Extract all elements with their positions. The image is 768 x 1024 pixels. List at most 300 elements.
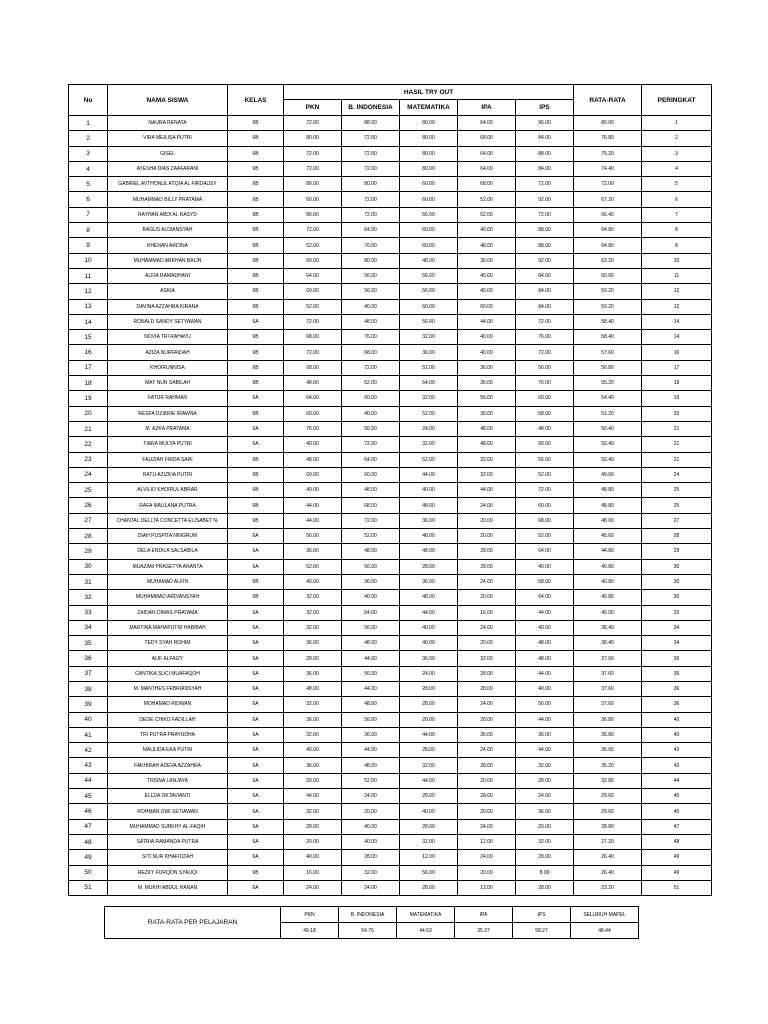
score-matematika: 44.00 xyxy=(400,773,458,788)
student-name: ALFIA RAMADHANI xyxy=(108,268,228,283)
score-b-indonesia: 52.00 xyxy=(342,529,400,544)
score-pkn: 60.00 xyxy=(284,467,342,482)
average: 72.00 xyxy=(574,177,642,192)
row-no: 29 xyxy=(69,544,108,559)
row-no: 31 xyxy=(69,574,108,589)
student-name: MUHAMMAD ARKHAN BALIN xyxy=(108,253,228,268)
table-row xyxy=(69,834,712,849)
score-matematika: 32.00 xyxy=(400,391,458,406)
row-no: 4 xyxy=(69,161,108,176)
student-name: ELLDA OKTAVIANTI xyxy=(108,789,228,804)
score-b-indonesia: 64.00 xyxy=(342,605,400,620)
score-ipa: 64.00 xyxy=(458,116,516,131)
rank: 1 xyxy=(642,116,712,131)
score-matematika: 52.00 xyxy=(400,406,458,421)
row-no: 2 xyxy=(69,131,108,146)
table-row xyxy=(69,116,712,131)
rank: 49 xyxy=(642,850,712,865)
score-ips: 68.00 xyxy=(516,406,574,421)
score-ipa: 20.00 xyxy=(458,865,516,880)
average: 37.60 xyxy=(574,666,642,681)
average: 40.80 xyxy=(574,559,642,574)
rank: 6 xyxy=(642,192,712,207)
class: 6A xyxy=(228,651,284,666)
average: 54.40 xyxy=(574,391,642,406)
score-ipa: 68.00 xyxy=(458,177,516,192)
student-name: NOVIA TRI RAHAYU xyxy=(108,330,228,345)
class: 6A xyxy=(228,880,284,895)
score-ips: 84.00 xyxy=(516,299,574,314)
score-pkn: 36.00 xyxy=(284,544,342,559)
student-name: DELA ENDILA SALSABILA xyxy=(108,544,228,559)
score-b-indonesia: 44.00 xyxy=(342,651,400,666)
average: 80.00 xyxy=(574,116,642,131)
score-ips: 92.00 xyxy=(516,192,574,207)
table-row xyxy=(69,681,712,696)
avg-header-matematika: MATEMATIKA xyxy=(397,907,455,923)
row-no: 51 xyxy=(69,880,108,895)
table-row xyxy=(69,513,712,528)
student-name: MUHAMAD ALFIN xyxy=(108,574,228,589)
table-row xyxy=(69,529,712,544)
average: 29.60 xyxy=(574,789,642,804)
score-b-indonesia: 64.00 xyxy=(342,223,400,238)
score-pkn: 72.00 xyxy=(284,223,342,238)
score-ipa: 64.00 xyxy=(458,146,516,161)
score-pkn: 32.00 xyxy=(284,804,342,819)
score-matematika: 60.00 xyxy=(400,177,458,192)
score-ipa: 28.00 xyxy=(458,712,516,727)
rank: 16 xyxy=(642,345,712,360)
score-pkn: 48.00 xyxy=(284,452,342,467)
score-matematika: 60.00 xyxy=(400,223,458,238)
score-ipa: 52.00 xyxy=(458,207,516,222)
score-ipa: 12.00 xyxy=(458,834,516,849)
avg-value-matematika: 44.63 xyxy=(397,923,455,939)
score-ips: 8.00 xyxy=(516,865,574,880)
average: 59.20 xyxy=(574,284,642,299)
table-row xyxy=(69,697,712,712)
student-name: ALIF ALFAIZY xyxy=(108,651,228,666)
score-matematika: 40.00 xyxy=(400,620,458,635)
score-ips: 64.00 xyxy=(516,590,574,605)
row-no: 13 xyxy=(69,299,108,314)
rank: 40 xyxy=(642,727,712,742)
rank: 24 xyxy=(642,467,712,482)
score-pkn: 40.00 xyxy=(284,437,342,452)
score-pkn: 80.00 xyxy=(284,131,342,146)
rank: 42 xyxy=(642,743,712,758)
row-no: 28 xyxy=(69,529,108,544)
table-row xyxy=(69,620,712,635)
table-row xyxy=(69,131,712,146)
table-row xyxy=(69,452,712,467)
score-ips: 36.00 xyxy=(516,804,574,819)
row-no: 33 xyxy=(69,605,108,620)
score-pkn: 52.00 xyxy=(284,238,342,253)
score-ips: 56.00 xyxy=(516,697,574,712)
score-ipa: 28.00 xyxy=(458,681,516,696)
student-name: REZKY FURQON SYAUQI xyxy=(108,865,228,880)
score-ips: 28.00 xyxy=(516,850,574,865)
class: 6B xyxy=(228,238,284,253)
student-name: KHOIRUNNISA xyxy=(108,360,228,375)
class: 6B xyxy=(228,345,284,360)
average: 67.20 xyxy=(574,192,642,207)
table-row xyxy=(69,238,712,253)
student-name: DAVINA AZZAHRA KIRANA xyxy=(108,299,228,314)
row-no: 10 xyxy=(69,253,108,268)
score-ips: 44.00 xyxy=(516,743,574,758)
avg-value-ipa: 35.37 xyxy=(455,923,513,939)
class: 6B xyxy=(228,513,284,528)
class: 6B xyxy=(228,406,284,421)
row-no: 1 xyxy=(69,116,108,131)
class: 6B xyxy=(228,574,284,589)
avg-value-ips: 58.27 xyxy=(513,923,571,939)
student-name: ASKIA xyxy=(108,284,228,299)
score-ips: 44.00 xyxy=(516,712,574,727)
student-name: MUAZAM PRASETYA ANANTA xyxy=(108,559,228,574)
score-pkn: 72.00 xyxy=(284,146,342,161)
score-matematika: 60.00 xyxy=(400,192,458,207)
class: 6B xyxy=(228,284,284,299)
score-pkn: 24.00 xyxy=(284,880,342,895)
class: 6B xyxy=(228,452,284,467)
class: 6A xyxy=(228,666,284,681)
rank: 18 xyxy=(642,376,712,391)
average: 48.80 xyxy=(574,498,642,513)
table-row xyxy=(69,727,712,742)
rank: 36 xyxy=(642,651,712,666)
score-ips: 28.00 xyxy=(516,880,574,895)
class: 6A xyxy=(228,314,284,329)
score-pkn: 60.00 xyxy=(284,192,342,207)
score-b-indonesia: 36.00 xyxy=(342,727,400,742)
average: 44.80 xyxy=(574,544,642,559)
score-b-indonesia: 68.00 xyxy=(342,345,400,360)
table-row xyxy=(69,330,712,345)
average: 57.60 xyxy=(574,345,642,360)
table-row xyxy=(69,544,712,559)
header-subject-ipa: IPA xyxy=(458,100,516,116)
score-matematika: 52.00 xyxy=(400,452,458,467)
rank: 36 xyxy=(642,666,712,681)
rank: 28 xyxy=(642,529,712,544)
average: 36.80 xyxy=(574,727,642,742)
table-row xyxy=(69,789,712,804)
row-no: 11 xyxy=(69,268,108,283)
rank: 8 xyxy=(642,223,712,238)
row-no: 18 xyxy=(69,376,108,391)
class: 6B xyxy=(228,268,284,283)
table-row xyxy=(69,773,712,788)
score-b-indonesia: 60.00 xyxy=(342,391,400,406)
rank: 43 xyxy=(642,758,712,773)
score-pkn: 72.00 xyxy=(284,116,342,131)
score-ipa: 20.00 xyxy=(458,804,516,819)
score-b-indonesia: 32.00 xyxy=(342,865,400,880)
student-name: FAKHIRAH ADEVA AZZAHRA xyxy=(108,758,228,773)
score-b-indonesia: 40.00 xyxy=(342,590,400,605)
class: 6A xyxy=(228,743,284,758)
rank: 29 xyxy=(642,544,712,559)
score-pkn: 52.00 xyxy=(284,559,342,574)
avg-value-b-indonesia: 54.75 xyxy=(339,923,397,939)
score-matematika: 32.00 xyxy=(400,758,458,773)
score-ipa: 52.00 xyxy=(458,192,516,207)
class: 6B xyxy=(228,360,284,375)
student-name: FAUZIAH FIRDA SARI xyxy=(108,452,228,467)
average: 76.80 xyxy=(574,131,642,146)
score-b-indonesia: 20.00 xyxy=(342,804,400,819)
table-row xyxy=(69,177,712,192)
score-pkn: 80.00 xyxy=(284,207,342,222)
score-ips: 52.00 xyxy=(516,467,574,482)
class: 6A xyxy=(228,773,284,788)
score-ips: 68.00 xyxy=(516,513,574,528)
score-ipa: 16.00 xyxy=(458,605,516,620)
score-ipa: 40.00 xyxy=(458,345,516,360)
score-ipa: 24.00 xyxy=(458,819,516,834)
student-name: NAURA RENATA xyxy=(108,116,228,131)
score-ipa: 44.00 xyxy=(458,314,516,329)
score-b-indonesia: 48.00 xyxy=(342,697,400,712)
class: 6A xyxy=(228,850,284,865)
class: 6A xyxy=(228,559,284,574)
row-no: 21 xyxy=(69,421,108,436)
score-ipa: 48.00 xyxy=(458,421,516,436)
rank: 12 xyxy=(642,284,712,299)
score-matematika: 28.00 xyxy=(400,743,458,758)
average: 38.40 xyxy=(574,636,642,651)
score-b-indonesia: 24.00 xyxy=(342,880,400,895)
score-b-indonesia: 24.00 xyxy=(342,789,400,804)
row-no: 22 xyxy=(69,437,108,452)
row-no: 14 xyxy=(69,314,108,329)
rank: 14 xyxy=(642,330,712,345)
rank: 11 xyxy=(642,268,712,283)
score-matematika: 24.00 xyxy=(400,666,458,681)
score-ips: 40.00 xyxy=(516,681,574,696)
score-matematika: 40.00 xyxy=(400,636,458,651)
score-matematika: 56.00 xyxy=(400,284,458,299)
score-matematika: 28.00 xyxy=(400,819,458,834)
average: 64.80 xyxy=(574,223,642,238)
student-name: SATRIA RAMANDA PUTRA xyxy=(108,834,228,849)
avg-value-pkn: 49.18 xyxy=(281,923,339,939)
table-row xyxy=(69,391,712,406)
rank: 21 xyxy=(642,421,712,436)
row-no: 34 xyxy=(69,620,108,635)
average: 60.00 xyxy=(574,268,642,283)
average: 58.40 xyxy=(574,330,642,345)
score-b-indonesia: 52.00 xyxy=(342,376,400,391)
student-name: AYESHA DIAS ZAAFARANI xyxy=(108,161,228,176)
score-ipa: 28.00 xyxy=(458,758,516,773)
student-name: TRI PUTRA PRAYUDHA xyxy=(108,727,228,742)
score-ipa: 24.00 xyxy=(458,620,516,635)
row-no: 50 xyxy=(69,865,108,880)
score-b-indonesia: 52.00 xyxy=(342,773,400,788)
row-no: 45 xyxy=(69,789,108,804)
avg-header-pkn: PKN xyxy=(281,907,339,923)
average: 29.60 xyxy=(574,804,642,819)
row-no: 47 xyxy=(69,819,108,834)
rank: 21 xyxy=(642,437,712,452)
row-no: 39 xyxy=(69,697,108,712)
average: 26.40 xyxy=(574,850,642,865)
average: 40.80 xyxy=(574,574,642,589)
rank: 30 xyxy=(642,559,712,574)
student-name: TIARA MULYA PUTRI xyxy=(108,437,228,452)
score-matematika: 32.00 xyxy=(400,437,458,452)
score-matematika: 64.00 xyxy=(400,376,458,391)
rank: 33 xyxy=(642,605,712,620)
average: 51.20 xyxy=(574,406,642,421)
score-pkn: 20.00 xyxy=(284,773,342,788)
score-b-indonesia: 48.00 xyxy=(342,314,400,329)
row-no: 16 xyxy=(69,345,108,360)
student-name: AZIZA NURFAIDAH xyxy=(108,345,228,360)
average: 35.20 xyxy=(574,758,642,773)
score-ips: 88.00 xyxy=(516,146,574,161)
table-row xyxy=(69,498,712,513)
score-ipa: 20.00 xyxy=(458,590,516,605)
student-name: VIRA MEILISA PUTRI xyxy=(108,131,228,146)
row-no: 8 xyxy=(69,223,108,238)
average: 50.40 xyxy=(574,421,642,436)
score-matematika: 56.00 xyxy=(400,268,458,283)
average: 37.60 xyxy=(574,697,642,712)
score-ipa: 68.00 xyxy=(458,131,516,146)
table-row xyxy=(69,819,712,834)
score-ipa: 44.00 xyxy=(458,483,516,498)
score-ips: 68.00 xyxy=(516,574,574,589)
student-name: ROHMAN DWI SETIAWAN xyxy=(108,804,228,819)
avg-header-ipa: IPA xyxy=(455,907,513,923)
score-matematika: 48.00 xyxy=(400,253,458,268)
row-no: 19 xyxy=(69,391,108,406)
score-pkn: 36.00 xyxy=(284,712,342,727)
score-ipa: 48.00 xyxy=(458,437,516,452)
table-row xyxy=(69,880,712,895)
score-pkn: 64.00 xyxy=(284,268,342,283)
score-b-indonesia: 72.00 xyxy=(342,146,400,161)
row-no: 36 xyxy=(69,651,108,666)
average: 37.60 xyxy=(574,681,642,696)
student-name: TEDY SYAH ROHIM xyxy=(108,636,228,651)
class: 6B xyxy=(228,116,284,131)
average: 36.80 xyxy=(574,712,642,727)
score-ips: 84.00 xyxy=(516,268,574,283)
score-b-indonesia: 40.00 xyxy=(342,819,400,834)
class: 6A xyxy=(228,758,284,773)
score-b-indonesia: 40.00 xyxy=(342,299,400,314)
score-pkn: 68.00 xyxy=(284,360,342,375)
student-name: MAY NUR SABILAH xyxy=(108,376,228,391)
rank: 40 xyxy=(642,712,712,727)
class: 6A xyxy=(228,789,284,804)
average: 64.80 xyxy=(574,238,642,253)
score-b-indonesia: 56.00 xyxy=(342,620,400,635)
score-b-indonesia: 48.00 xyxy=(342,636,400,651)
class: 6B xyxy=(228,483,284,498)
average: 37.60 xyxy=(574,651,642,666)
score-matematika: 40.00 xyxy=(400,804,458,819)
header-subject-pkn: PKN xyxy=(284,100,342,116)
header-kelas: KELAS xyxy=(228,85,284,116)
score-matematika: 80.00 xyxy=(400,161,458,176)
score-pkn: 32.00 xyxy=(284,590,342,605)
row-no: 46 xyxy=(69,804,108,819)
average: 27.20 xyxy=(574,834,642,849)
class: 6A xyxy=(228,620,284,635)
rank: 45 xyxy=(642,789,712,804)
class: 6B xyxy=(228,299,284,314)
rank: 51 xyxy=(642,880,712,895)
score-ips: 24.00 xyxy=(516,789,574,804)
row-no: 24 xyxy=(69,467,108,482)
score-pkn: 32.00 xyxy=(284,605,342,620)
row-no: 30 xyxy=(69,559,108,574)
rank: 48 xyxy=(642,834,712,849)
average: 63.20 xyxy=(574,253,642,268)
student-name: KHENAN ARDINA xyxy=(108,238,228,253)
score-b-indonesia: 80.00 xyxy=(342,177,400,192)
rank: 21 xyxy=(642,452,712,467)
score-ips: 88.00 xyxy=(516,238,574,253)
score-pkn: 28.00 xyxy=(284,819,342,834)
row-no: 49 xyxy=(69,850,108,865)
table-row xyxy=(69,192,712,207)
score-b-indonesia: 48.00 xyxy=(342,544,400,559)
rank: 44 xyxy=(642,773,712,788)
rank: 7 xyxy=(642,207,712,222)
score-pkn: 60.00 xyxy=(284,253,342,268)
table-row xyxy=(69,559,712,574)
student-name: TRISNA LANJAYA xyxy=(108,773,228,788)
average: 74.40 xyxy=(574,161,642,176)
table-row xyxy=(69,376,712,391)
rank: 14 xyxy=(642,314,712,329)
score-ips: 56.00 xyxy=(516,360,574,375)
average: 66.40 xyxy=(574,207,642,222)
score-matematika: 28.00 xyxy=(400,789,458,804)
student-name: MOHAMAD RIDWAN xyxy=(108,697,228,712)
score-matematika: 36.00 xyxy=(400,574,458,589)
table-row xyxy=(69,299,712,314)
score-b-indonesia: 72.00 xyxy=(342,207,400,222)
student-name: MUHAMMAD ARDIANSYAH xyxy=(108,590,228,605)
average: 50.40 xyxy=(574,437,642,452)
score-ipa: 20.00 xyxy=(458,773,516,788)
score-pkn: 40.00 xyxy=(284,574,342,589)
score-b-indonesia: 48.00 xyxy=(342,758,400,773)
class: 6A xyxy=(228,605,284,620)
score-pkn: 32.00 xyxy=(284,620,342,635)
student-name: RONALD SANDY SETYAWAN xyxy=(108,314,228,329)
score-ips: 48.00 xyxy=(516,421,574,436)
score-matematika: 44.00 xyxy=(400,605,458,620)
score-ips: 40.00 xyxy=(516,559,574,574)
score-b-indonesia: 72.00 xyxy=(342,360,400,375)
avg-value-seluruh-mapel: 48.44 xyxy=(571,923,639,939)
row-no: 41 xyxy=(69,727,108,742)
class: 6B xyxy=(228,177,284,192)
table-row xyxy=(69,360,712,375)
avg-header-seluruh-mapel: SELURUH MAPEL xyxy=(571,907,639,923)
